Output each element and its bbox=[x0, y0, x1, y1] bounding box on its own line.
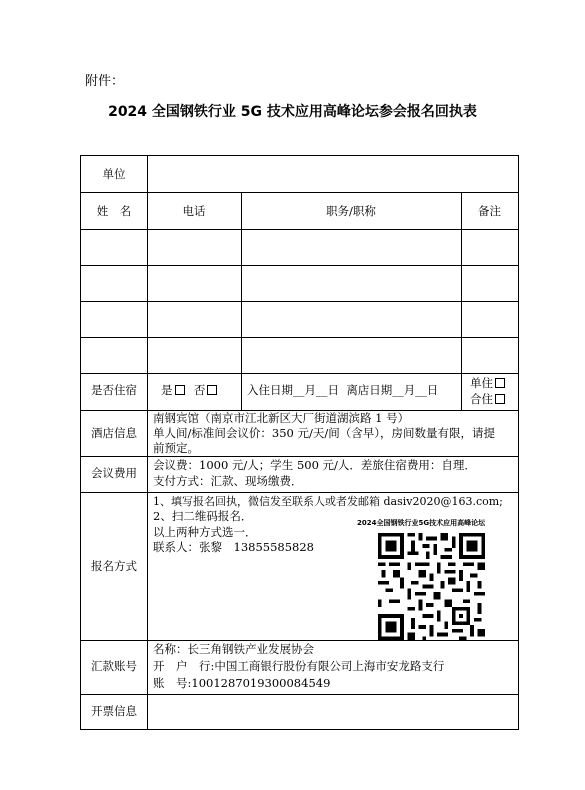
stay-yes-checkbox[interactable] bbox=[175, 385, 185, 395]
hotel-line-2: 单人间/标准间会议价：350 元/天/间（含早），房间数量有限，请提 bbox=[153, 426, 495, 440]
qr-caption: 2024全国钢铁行业5G技术应用高峰论坛 bbox=[357, 519, 486, 527]
checkin-date: 入住日期__月__日 bbox=[247, 383, 339, 397]
stay-no-checkbox[interactable] bbox=[207, 385, 217, 395]
qr-code-icon[interactable] bbox=[378, 533, 485, 640]
position-header: 职务/职称 bbox=[326, 204, 376, 218]
hotel-label: 酒店信息 bbox=[91, 426, 137, 440]
name-header: 姓 名 bbox=[96, 204, 132, 218]
fee-line-2: 支付方式：汇款、现场缴费． bbox=[153, 474, 303, 488]
registration-line-3: 以上两种方式选一． bbox=[153, 525, 257, 539]
registration-table bbox=[80, 155, 519, 730]
checkout-date: 离店日期__月__日 bbox=[346, 383, 439, 397]
attachment-label: 附件： bbox=[85, 74, 125, 89]
bank-line-3: 账 号:1001287019300084549 bbox=[153, 676, 331, 690]
room-shared-checkbox[interactable] bbox=[495, 394, 505, 404]
registration-label: 报名方式 bbox=[91, 559, 137, 573]
hotel-line-3: 前预定。 bbox=[153, 441, 199, 455]
bank-line-2: 开 户 行:中国工商银行股份有限公司上海市安龙路支行 bbox=[153, 659, 445, 673]
stay-dates bbox=[247, 383, 438, 398]
room-shared-option: 合住 bbox=[470, 392, 507, 407]
contact-line: 联系人：张黎 13855585828 bbox=[153, 540, 314, 554]
stay-label: 是否住宿 bbox=[91, 383, 137, 397]
bank-line-1: 名称：长三角钢铁产业发展协会 bbox=[153, 642, 314, 656]
invoice-label: 开票信息 bbox=[91, 704, 137, 718]
unit-label: 单位 bbox=[102, 167, 126, 181]
page-title: 2024 全国钢铁行业 5G 技术应用高峰论坛参会报名回执表 bbox=[108, 104, 477, 120]
stay-options: 是 否 bbox=[161, 383, 219, 398]
remark-header: 备注 bbox=[478, 204, 501, 218]
phone-header: 电话 bbox=[182, 204, 206, 218]
registration-line-2: 2、扫二维码报名． bbox=[153, 509, 253, 523]
hotel-line-1: 南钢宾馆（南京市江北新区大厂街道湖滨路 1 号） bbox=[153, 411, 410, 425]
room-single-checkbox[interactable] bbox=[495, 378, 505, 388]
fee-label: 会议费用 bbox=[91, 466, 137, 480]
bank-label: 汇款账号 bbox=[91, 659, 137, 673]
registration-line-1: 1、填写报名回执，微信发至联系人或者发邮箱 dasiv2020@163.com; bbox=[153, 495, 503, 508]
fee-line-1: 会议费：1000 元/人；学生 500 元/人．差旅住宿费用：自理． bbox=[153, 458, 476, 472]
room-single-option: 单住 bbox=[470, 376, 507, 391]
